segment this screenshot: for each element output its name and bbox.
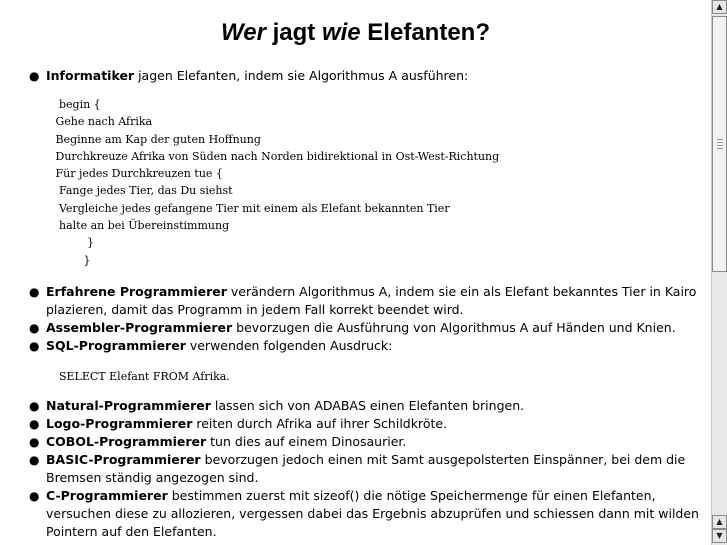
bullet-list-top — [0, 67, 711, 85]
grip-icon — [717, 139, 723, 149]
bullet-icon: ● — [29, 489, 40, 503]
item-text: bestimmen zuerst mit sizeof() die nötige Speichermenge für einen Elefanten, versuchen diese zu allozieren, vergessen dabei das Ergebnis abzuprüfen und schiessen dann mit wilden Pointern auf den Elefanten. — [46, 488, 699, 539]
title-word-jagt: jagt — [272, 19, 316, 46]
bullet-icon: ● — [29, 453, 40, 467]
list-item — [0, 397, 711, 415]
item-text: lassen sich von ADABAS einen Elefanten bringen. — [210, 398, 525, 413]
bullet-icon: ● — [29, 435, 40, 449]
list-item — [0, 283, 711, 319]
item-term: Assembler-Programmierer — [46, 320, 233, 335]
item-term: Logo-Programmierer — [46, 416, 193, 431]
bullet-icon: ● — [29, 321, 40, 335]
vertical-scrollbar[interactable] — [711, 0, 727, 545]
item-text: tun dies auf einem Dinosaurier. — [206, 434, 407, 449]
item-term: COBOL-Programmierer — [46, 434, 207, 449]
title-word-elefanten: Elefanten? — [367, 19, 490, 46]
bullet-icon: ● — [29, 399, 40, 413]
item-term: Informatiker — [46, 68, 135, 83]
item-text: jagen Elefanten, indem sie Algorithmus A ausführen: — [134, 68, 469, 83]
item-term: C-Programmierer — [46, 488, 168, 503]
item-text: verwenden folgenden Ausdruck: — [185, 338, 393, 353]
bullet-icon: ● — [29, 285, 40, 299]
list-item — [0, 415, 711, 433]
item-term: Natural-Programmierer — [46, 398, 211, 413]
list-item — [0, 319, 711, 337]
scroll-up-button[interactable] — [712, 0, 727, 14]
scroll-up-button-lower[interactable] — [712, 515, 727, 529]
code-block-sql: SELECT Elefant FROM Afrika. — [52, 370, 230, 383]
list-item — [0, 487, 711, 541]
arrow-up-icon: ▲ — [716, 2, 723, 11]
item-text: verändern Algorithmus A, indem sie ein als Elefant bekanntes Tier in Kairo plazieren, damit das Programm in jedem Fall korrekt beendet wird. — [46, 284, 697, 317]
bullet-icon: ● — [29, 69, 40, 83]
list-item — [0, 433, 711, 451]
title-word-wer: Wer — [221, 19, 266, 46]
item-term: BASIC-Programmierer — [46, 452, 201, 467]
arrow-down-icon: ▼ — [716, 531, 723, 540]
bullet-icon: ● — [29, 417, 40, 431]
item-term: SQL-Programmierer — [46, 338, 186, 353]
scrollbar-thumb[interactable] — [712, 16, 727, 272]
item-text: bevorzugen die Ausführung von Algorithmus A auf Händen und Knien. — [232, 320, 676, 335]
bullet-icon: ● — [29, 339, 40, 353]
bullet-list-bottom — [0, 397, 711, 541]
item-text: reiten durch Afrika auf ihrer Schildkröte. — [192, 416, 448, 431]
page-title — [0, 16, 711, 50]
code-block-algorithm: begin { Gehe nach Afrika Beginne am Kap der guten Hoffnung Durchkreuze Afrika von Süden nach Norden bidirektional in Ost-West-Richtung Für jedes Durchkreuzen tue { Fange jedes Tier, das Du siehst Vergleiche jedes gefangene Tier mit einem als Elefant bekannten Tier halte an bei Übereinstimmung } } — [55, 98, 500, 267]
bullet-list-middle — [0, 283, 711, 355]
list-item — [0, 337, 711, 355]
item-text: bevorzugen jedoch einen mit Samt ausgepolsterten Einspänner, bei dem die Bremsen ständig angezogen sind. — [46, 452, 686, 485]
item-term: Erfahrene Programmierer — [46, 284, 227, 299]
list-item — [0, 451, 711, 487]
scroll-down-button[interactable] — [712, 529, 727, 543]
arrow-up-icon: ▲ — [716, 517, 723, 526]
list-item — [0, 67, 711, 85]
title-word-wie: wie — [321, 19, 361, 46]
